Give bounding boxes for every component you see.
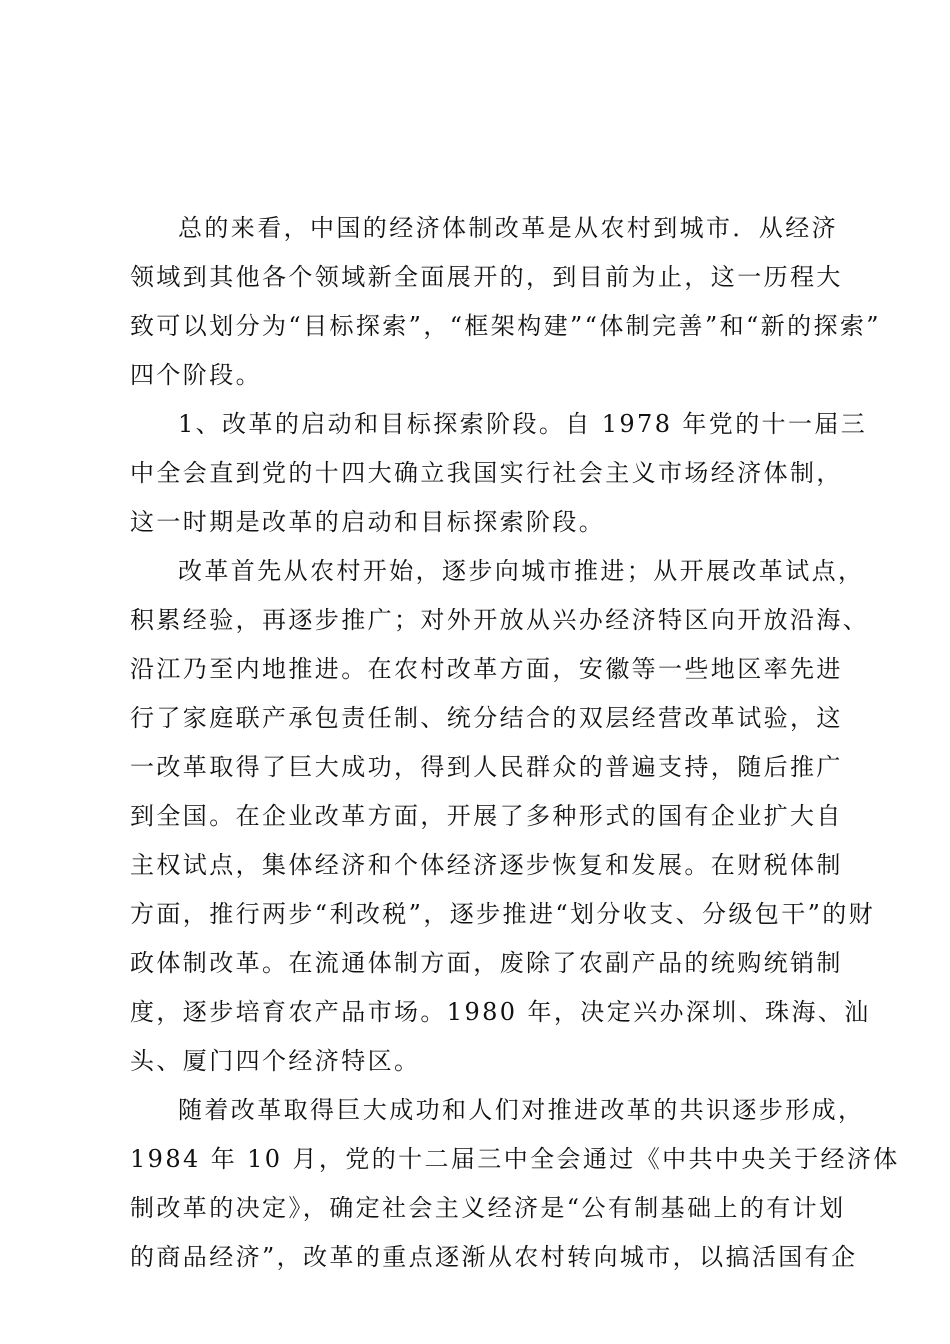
paragraph-2-line-1: 1、改革的启动和目标探索阶段。自 1978 年党的十一届三 [178, 410, 868, 438]
paragraph-3-line-2: 积累经验，再逐步推广；对外开放从兴办经济特区向开放沿海、 [130, 606, 870, 634]
paragraph-1-line-2: 领域到其他各个领域新全面展开的，到目前为止，这一历程大 [130, 263, 843, 291]
paragraph-1-line-3: 致可以划分为“目标探索”，“框架构建”“体制完善”和“新的探索” [130, 312, 881, 340]
paragraph-3-line-4: 行了家庭联产承包责任制、统分结合的双层经营改革试验，这 [130, 704, 843, 732]
paragraph-4-line-1: 随着改革取得巨大成功和人们对推进改革的共识逐步形成， [178, 1096, 865, 1124]
paragraph-3-line-11: 头、厦门四个经济特区。 [130, 1047, 421, 1075]
paragraph-1-line-1: 总的来看，中国的经济体制改革是从农村到城市．从经济 [178, 214, 838, 242]
paragraph-1-line-4: 四个阶段。 [130, 361, 262, 389]
paragraph-3-line-7: 主权试点，集体经济和个体经济逐步恢复和发展。在财税体制 [130, 851, 843, 879]
paragraph-3-line-10: 度，逐步培育农产品市场。1980 年，决定兴办深圳、珠海、汕 [130, 998, 871, 1026]
paragraph-3-line-1: 改革首先从农村开始，逐步向城市推进；从开展改革试点， [178, 557, 865, 585]
paragraph-4-line-2: 1984 年 10 月，党的十二届三中全会通过《中共中央关于经济体 [130, 1145, 900, 1173]
paragraph-2-line-2: 中全会直到党的十四大确立我国实行社会主义市场经济体制， [130, 459, 843, 487]
paragraph-4-line-3: 制改革的决定》，确定社会主义经济是“公有制基础上的有计划 [130, 1194, 846, 1222]
paragraph-3-line-6: 到全国。在企业改革方面，开展了多种形式的国有企业扩大自 [130, 802, 843, 830]
paragraph-3-line-5: 一改革取得了巨大成功，得到人民群众的普遍支持，随后推广 [130, 753, 843, 781]
paragraph-2-line-3: 这一时期是改革的启动和目标探索阶段。 [130, 508, 606, 536]
paragraph-3-line-3: 沿江乃至内地推进。在农村改革方面，安徽等一些地区率先进 [130, 655, 843, 683]
paragraph-3-line-8: 方面，推行两步“利改税”，逐步推进“划分收支、分级包干”的财 [130, 900, 876, 928]
paragraph-3-line-9: 政体制改革。在流通体制方面，废除了农副产品的统购统销制 [130, 949, 843, 977]
paragraph-4-line-4: 的商品经济”，改革的重点逐渐从农村转向城市，以搞活国有企 [130, 1243, 858, 1271]
